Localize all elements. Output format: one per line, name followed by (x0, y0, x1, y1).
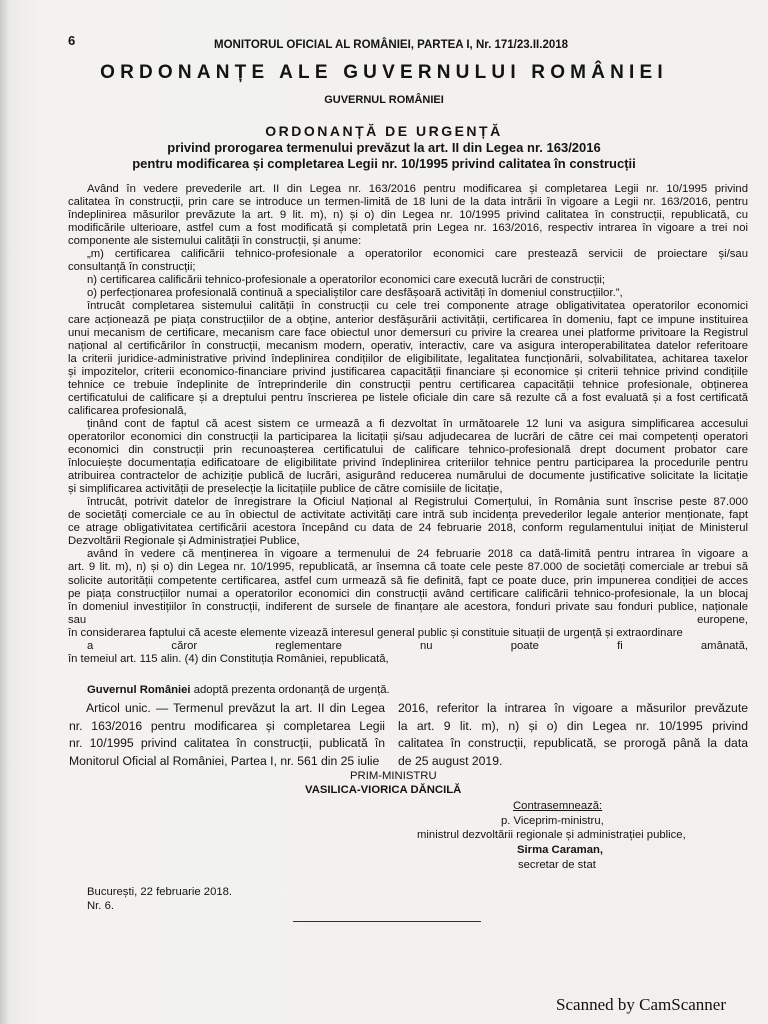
article-line: nr. 10/1995 privind calitatea în construcții, publicată în (69, 736, 385, 750)
body-line: calitatea în construcții, prin care se introduce un termen-limită de 18 luni de la data intrării în vigoare a Legii nr. 163/2016, pentru (68, 196, 748, 209)
body-line: care acționează pe piața construcțiilor de a obține, anterior desfășurării activității, certificarea în domeniu, fapt ce impune instituirea (68, 313, 748, 326)
body-line: n) certificarea calificării tehnico-profesionale a operatorilor economici care execută lucrări de construcții; (87, 274, 606, 287)
adoption-rest: adoptă prezenta ordonanță de urgență. (190, 684, 390, 696)
article-line: Articol unic. — Termenul prevăzut la art. II din Legea (86, 701, 385, 715)
body-line: la criterii juridice-administrative privind îndeplinirea condițiilor de eligibilitate, legalitatea funcționării, solvabilitatea, achitarea taxelor (68, 352, 748, 365)
body-line: și simplificarea activității de preselecție la licitațiile publice de către comisiile de licitație, (68, 483, 503, 496)
pm-title: PRIM-MINISTRU (350, 770, 437, 782)
body-line: Dezvoltării Regionale și Administrației Publice, (68, 535, 300, 548)
body-line: Având în vedere prevederile art. II din Legea nr. 163/2016 pentru modificarea și completarea Legii nr. 10/1995 privind (87, 183, 748, 195)
pm-name: VASILICA-VIORICA DĂNCILĂ (305, 784, 462, 796)
body-line: tehnice ce trebuie îndeplinite de întreprinderile din construcții pentru certificarea capacității tehnice profesionale, obținerea (68, 378, 748, 391)
issuer: GUVERNUL ROMÂNIEI (324, 94, 444, 106)
article-line: la art. 9 lit. m), n) și o) din Legea nr. 10/1995 privind (398, 718, 748, 733)
body-line: de societăți comerciale ce au în obiectul de activitate activități care intră sub incidența prevederilor legale anterior menționate, fapt (68, 509, 748, 522)
body-line: în considerarea faptului că aceste elemente vizează interesul general public și constituie situații de urgență și extraordinare (68, 626, 683, 639)
adoption-statement (87, 684, 390, 696)
body-line: unui mecanism de certificare, mecanism care face obiectul unor demersuri cu privire la crearea unei platforme privitoare la Registrul (68, 326, 748, 339)
body-line: art. 9 lit. m), n) și o) din Legea nr. 10/1995, republicată, ar însemna că toate cele peste 87.000 de societăți comerciale ar trebui să (68, 561, 748, 574)
article-line: Monitorul Oficial al României, Partea I, nr. 561 din 25 iulie (69, 753, 380, 768)
ordinance-subtitle-1: privind prorogarea termenului prevăzut la art. II din Legea nr. 163/2016 (167, 140, 601, 155)
body-line: modificările ulterioare, astfel cum a fost modificată și completată prin Legea nr. 163/2016, respectiv intrarea în vigoare a trei noi (68, 222, 748, 235)
ordinance-type: ORDONANȚĂ DE URGENȚĂ (265, 123, 503, 139)
signer-role: secretar de stat (518, 859, 596, 871)
place-date: București, 22 februarie 2018. (87, 886, 233, 898)
body-line: o) perfecționarea profesională continuă a specialiștilor care desfășoară activități în domeniul construcțiilor.”, (87, 287, 623, 300)
body-line: „m) certificarea calificării tehnico-profesionale a operatorilor economici care prestează servicii de proiectare și/sau (87, 248, 748, 261)
body-line: solicite autorității competente certificarea, astfel cum urmează să fie definită, fapt ce poate duce, prin impunerea condiției de acces (68, 574, 748, 587)
body-line: operatorilor economici din construcții la participarea la licitații și/sau adjudecarea de lucrări de către cei mai competenți operatori (68, 430, 748, 443)
minister-title: ministrul dezvoltării regionale și administrației publice, (417, 829, 686, 841)
closing-rule (293, 921, 481, 922)
article-line: calitatea în construcții, republicată, se prorogă până la data (398, 736, 748, 750)
countersign-label: Contrasemnează: (513, 800, 603, 812)
body-line: înlocuiește documentația edificatoare de eligibilitate privind îndeplinirea criteriilor tehnice pentru participarea la procedurile pentru (68, 457, 748, 470)
page-number: 6 (68, 33, 76, 48)
body-line: îndeplinirea măsurilor prevăzute la art. 9 lit. m), n) și o) din Legea nr. 10/1995 privind calitatea în construcții, republicată, cu (68, 209, 748, 222)
adoption-government: Guvernul României (87, 684, 191, 696)
body-line: calificarea profesională, (68, 404, 187, 417)
running-header: MONITORUL OFICIAL AL ROMÂNIEI, PARTEA I, Nr. 171/23.II.2018 (214, 39, 569, 51)
body-line: în temeiul art. 115 alin. (4) din Constituția României, republicată, (68, 652, 389, 665)
body-line: întrucât completarea sistemului calității în construcții cu cele trei componente atrage obligativitatea operatorilor economici (87, 300, 748, 313)
article-line: 2016, referitor la intrarea în vigoare a măsurilor prevăzute (398, 701, 748, 715)
article-line: de 25 august 2019. (398, 753, 503, 768)
body-line: pe piața construcțiilor numai a operatorilor economici din construcții având certificare calificării tehnico-profesionale, la un blocaj (68, 587, 748, 600)
body-line: având în vedere că menținerea în vigoare a termenului de 24 februarie 2018 ca dată-limită pentru intrarea în vigoare a (87, 548, 748, 561)
body-line: economici din construcții prin recunoașterea certificatului de calificare tehnico-profesională drept document probator care (68, 444, 748, 456)
signer-name: Sirma Caraman, (517, 844, 604, 856)
body-line: ce atrage obligativitatea certificării acestora începând cu data de 24 februarie 2018, conform regulamentului inițiat de Ministerul (68, 522, 748, 535)
body-line: în domeniul investițiilor în construcții, indiferent de sursele de finanțare ale acestora, fonduri private sau fonduri publice, naționale (68, 600, 748, 613)
body-line: sau europene, (68, 613, 748, 626)
body-line: și impozitelor, criterii economico-financiare privind justificarea capacității financiare și economice și criterii tehnice privind condițiile (68, 365, 748, 378)
body-line: atribuirea contractelor de achiziție publică de lucrări, asigurând reducerea numărului de documente justificative solicitate la licitație (68, 470, 748, 483)
ordinance-number: Nr. 6. (87, 900, 114, 912)
scanner-watermark: Scanned by CamScanner (556, 995, 726, 1014)
section-title: ORDONANȚE ALE GUVERNULUI ROMÂNIEI (100, 62, 668, 83)
vice-pm: p. Viceprim-ministru, (501, 815, 604, 827)
body-line: componente ale sistemului calității în construcții, și anume: (68, 235, 362, 248)
article-line: nr. 163/2016 pentru modificarea și completarea Legii (69, 718, 385, 733)
body-line: ținând cont de faptul că acest sistem ce urmează a fi dezvoltat în următoarele 12 luni va asigura simplificarea accesului (87, 417, 748, 430)
body-line: național al certificărilor în construcții, mecanism modern, operativ, interactiv, care va asigura interoperabilitatea datelor referitoare (68, 339, 748, 352)
body-line: întrucât, potrivit datelor de înregistrare la Oficiul Național al Registrului Comerțului, în România sunt înscrise peste 87.000 (87, 496, 748, 509)
ordinance-subtitle-2: pentru modificarea și completarea Legii nr. 10/1995 privind calitatea în construcții (132, 156, 636, 171)
body-line: certificatului de calificare și a dreptului pentru înscrierea pe listele oficiale din care să rezulte că a fost evaluată și a fost certificată (68, 391, 748, 404)
body-line: consultanță în construcții; (68, 261, 196, 274)
body-line: a căror reglementare nu poate fi amânată, (87, 639, 748, 652)
